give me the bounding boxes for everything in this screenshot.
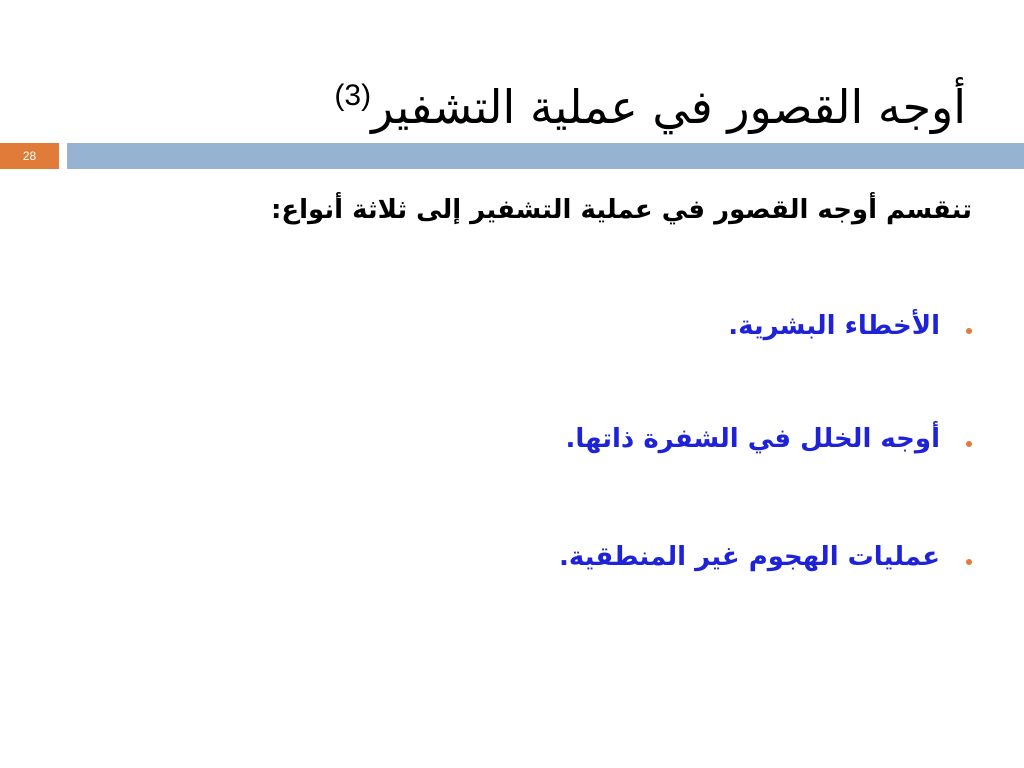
slide-title-text: أوجه القصور في عملية التشفير [371, 79, 966, 134]
bullet-dot-icon [966, 559, 972, 565]
intro-text: تنقسم أوجه القصور في عملية التشفير إلى ثلاثة أنواع: [270, 195, 972, 225]
bullet-text: عمليات الهجوم غير المنطقية. [559, 542, 940, 572]
bullet-item [565, 414, 972, 464]
slide-title [334, 67, 966, 147]
bullet-dot-icon [966, 441, 972, 447]
slide-number: 28 [22, 149, 37, 163]
bullet-text: الأخطاء البشرية. [728, 311, 940, 341]
slide-title-superscript: (3) [334, 78, 372, 112]
header-divider-bar [67, 143, 1024, 169]
bullet-text: أوجه الخلل في الشفرة ذاتها. [565, 424, 940, 454]
bullet-dot-icon [966, 328, 972, 334]
bullet-item [559, 532, 972, 582]
slide-number-badge [0, 143, 59, 169]
bullet-item [728, 301, 972, 351]
